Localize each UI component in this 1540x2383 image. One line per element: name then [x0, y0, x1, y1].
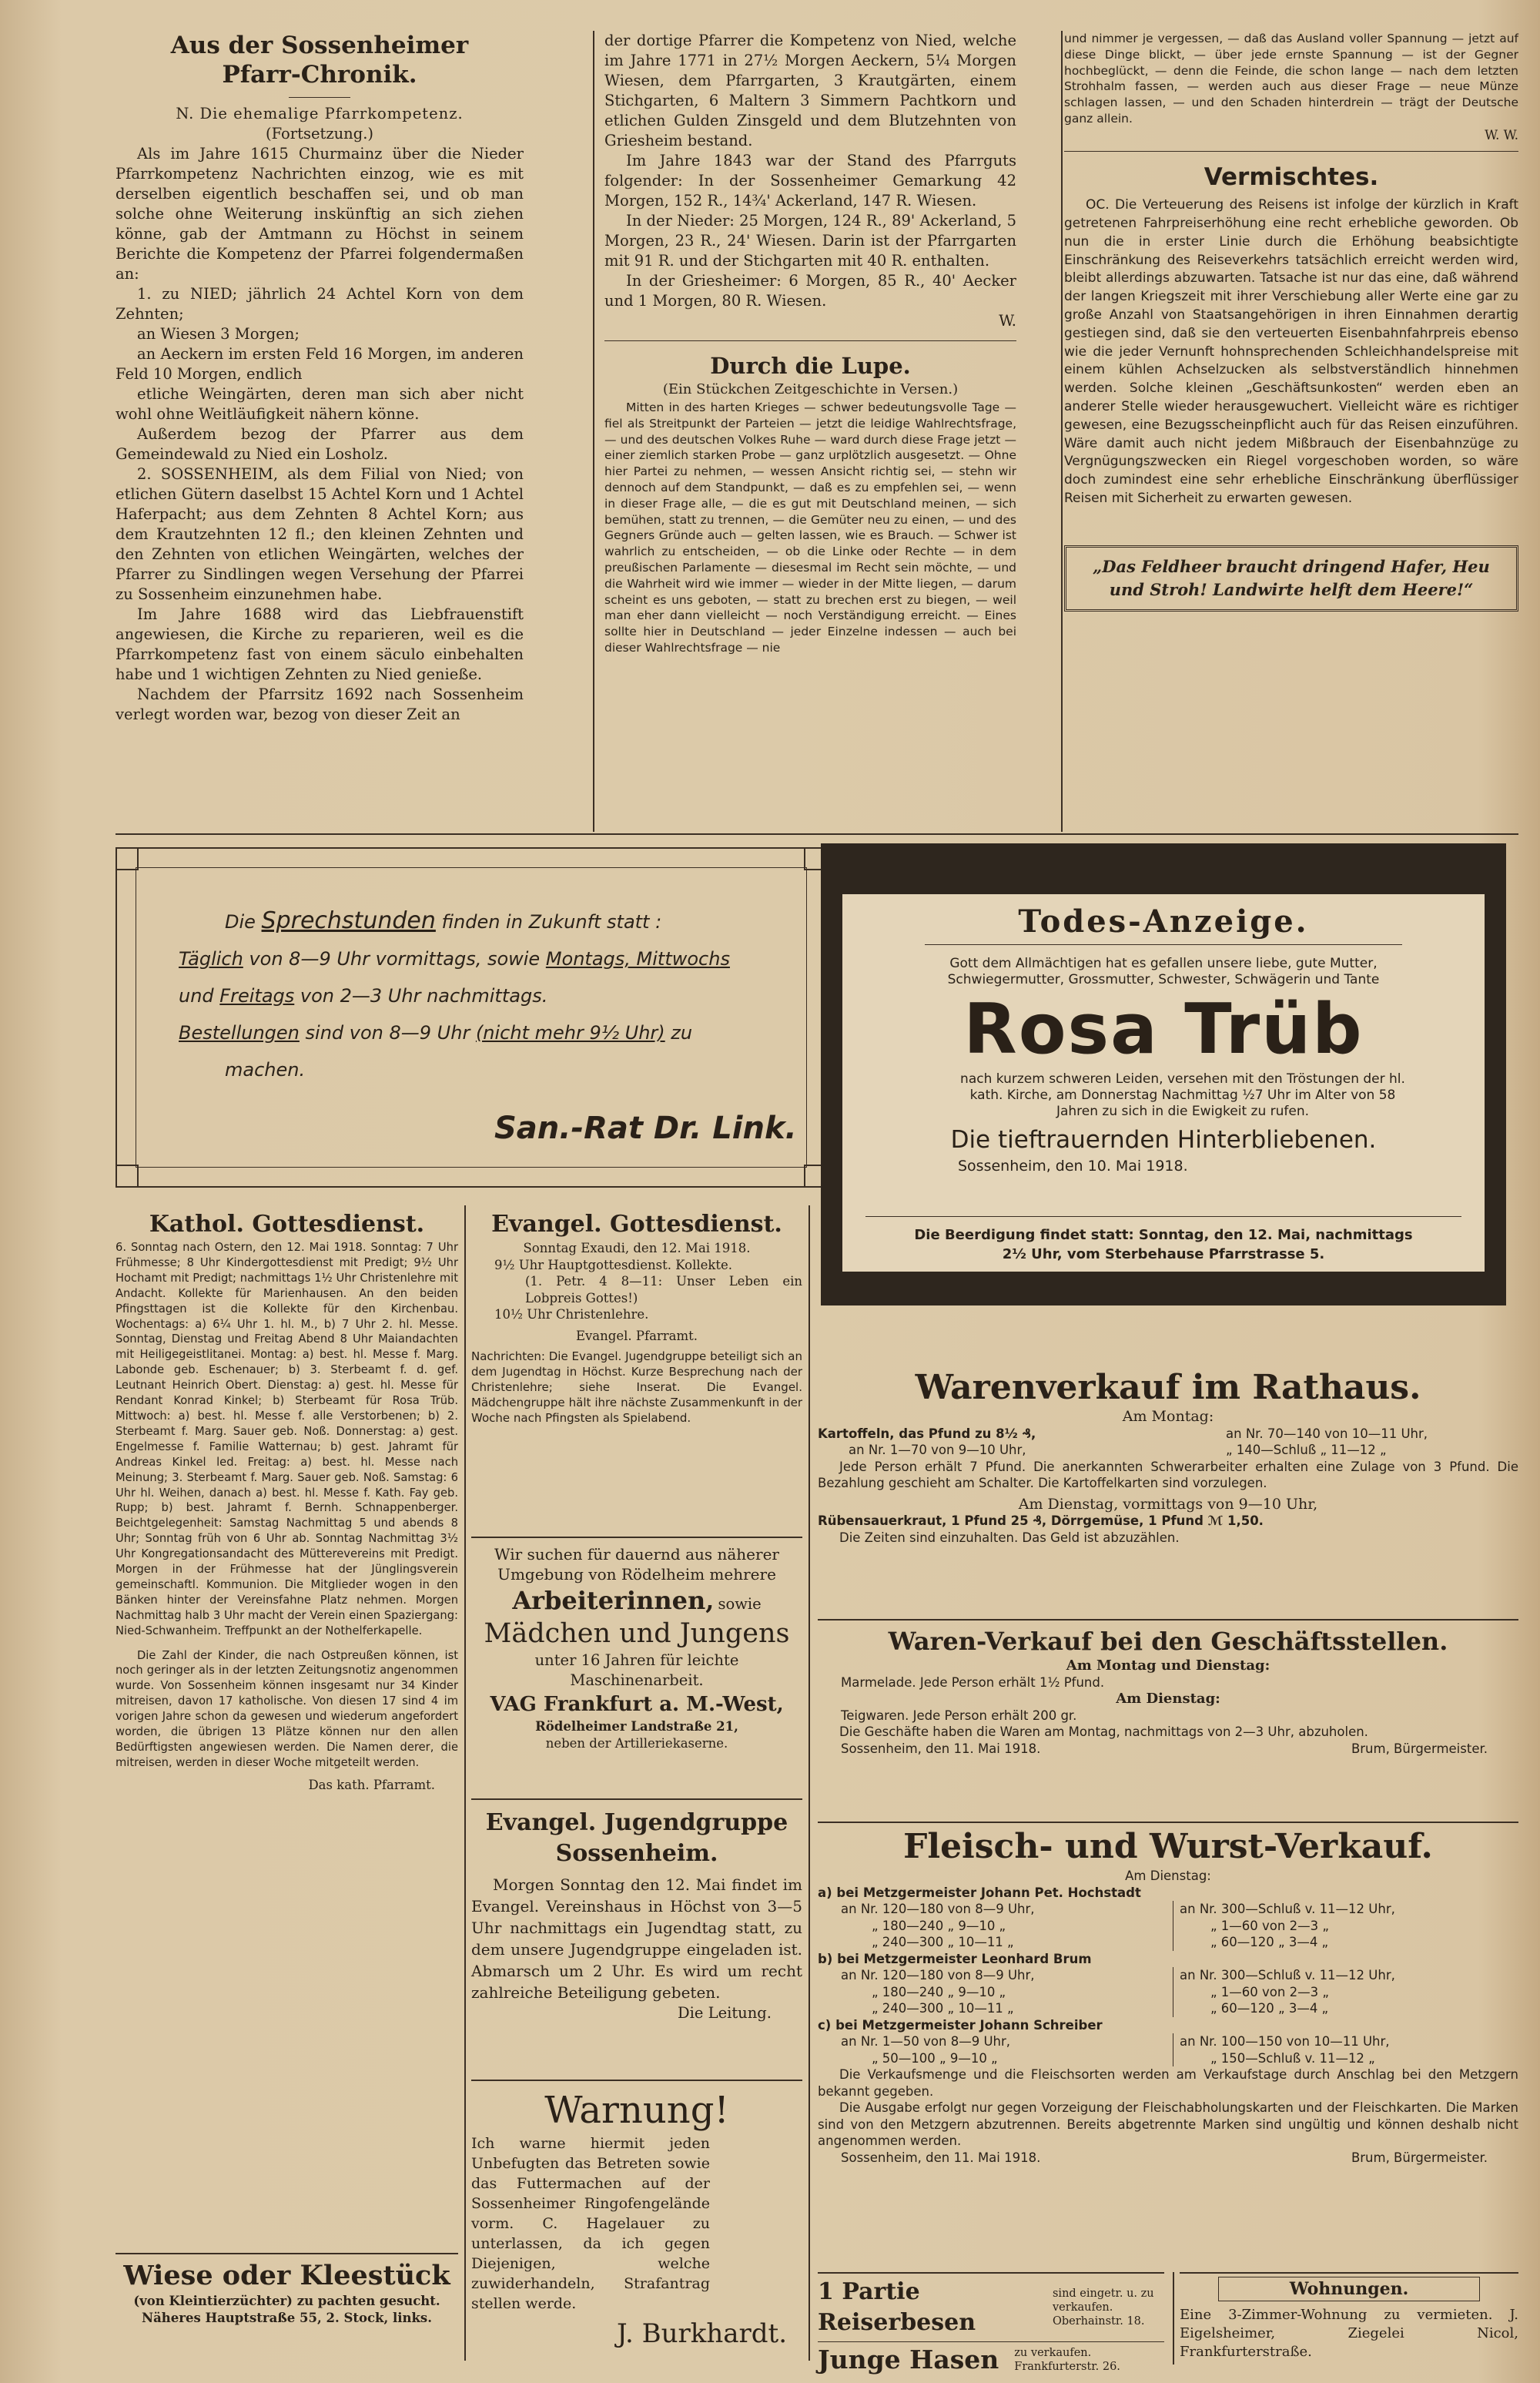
kartoffel-price: Kartoffeln, das Pfund zu 8½ ₰, — [818, 1426, 1036, 1441]
sprechstunden-line2: Täglich von 8—9 Uhr vormittags, sowie Montags, Mittwochs — [179, 948, 730, 970]
fleisch-metzger-c: c) bei Metzgermeister Johann Schreiber — [818, 2017, 1103, 2033]
sprechstunden-ad — [116, 847, 827, 1188]
chronik-p5: etliche Weingärten, deren man sich aber nicht wohl ohne Weitläufigkeit nähern könne. — [116, 385, 524, 423]
kartoffel-time-2: an Nr. 1—70 von 9—10 Uhr, — [849, 1443, 1026, 1457]
fleisch-b4: an Nr. 300—Schluß v. 11—12 Uhr, — [1180, 1968, 1395, 1982]
fleisch-title: Fleisch- und Wurst-Verkauf. — [903, 1827, 1433, 1866]
vag-l3: Mädchen und Jungens — [484, 1618, 790, 1649]
chronik-p8: Im Jahre 1688 wird das Liebfrauenstift angewiesen, die Kirche zu reparieren, weil es die Pfarrkompetenz fast von einem säculo einbehalten habe und 1 wichtigen Zehnten zu Nied genieße. — [116, 605, 524, 683]
evangel-gottesdienst — [471, 1209, 802, 1426]
chronik-p2: 1. zu NIED; jährlich 24 Achtel Korn von dem Zehnten; — [116, 285, 524, 323]
fleisch-c5: „ 150—Schluß v. 11—12 „ — [1210, 2050, 1375, 2066]
fleisch-b2: „ 180—240 „ 9—10 „ — [872, 1984, 1006, 1999]
slogan-text: „Das Feldheer braucht dringend Hafer, Heu und Stroh! Landwirte helft dem Heere!“ — [1093, 556, 1490, 599]
fleisch-b5: „ 1—60 von 2—3 „ — [1210, 1984, 1329, 1999]
warnung-title: Warnung! — [544, 2089, 729, 2132]
kartoffel-time-3: „ 140—Schluß „ 11—12 „ — [1226, 1443, 1387, 1457]
warnung-signature: J. Burkhardt. — [617, 2318, 787, 2349]
fleisch-a1: an Nr. 120—180 von 8—9 Uhr, — [841, 1902, 1035, 1916]
evangel-t3: 10½ Uhr Christenlehre. — [494, 1307, 649, 1322]
lupe-subtitle: (Ein Stückchen Zeitgeschichte in Versen.) — [662, 381, 959, 397]
vag-l7: neben der Artilleriekaserne. — [545, 1735, 728, 1751]
wiese-title: Wiese oder Kleestück — [123, 2260, 450, 2291]
vag-l2: Arbeiterinnen, sowie — [512, 1586, 762, 1615]
evangel-t2: (1. Petr. 4 8—11: Unser Leben ein Lobpreis Gottes!) — [525, 1274, 802, 1305]
fleisch-b1: an Nr. 120—180 von 8—9 Uhr, — [841, 1968, 1035, 1982]
evangel-t1: 9½ Uhr Hauptgottesdienst. Kollekte. — [494, 1257, 733, 1272]
chronik-p1: Als im Jahre 1615 Churmainz über die Nieder Pfarrkompetenz Nachrichten einzog, wie es mit derselben eigentlich beschaffen sei, und ob man solche ohne Weiterung inskünftig an sich ziehen könne, gab der Amtmann zu Höchst in seinem Berichte die Kompetenz der Pfarrei folgendermaßen an: — [116, 145, 524, 283]
chronik-signature: W. — [999, 312, 1016, 330]
chronik-p9: Nachdem der Pfarrsitz 1692 nach Sossenheim verlegt worden war, bezog von dieser Zeit an — [116, 685, 524, 723]
fleisch-a4: an Nr. 300—Schluß v. 11—12 Uhr, — [1180, 1902, 1395, 1916]
chronik-title: Aus der Sossenheimer Pfarr-Chronik. — [170, 32, 469, 89]
evangel-title: Evangel. Gottesdienst. — [491, 1211, 782, 1238]
column-divider — [808, 1205, 810, 2361]
chronik-article — [116, 31, 524, 725]
todes-anzeige — [821, 843, 1506, 1305]
fleisch-verkauf — [818, 1822, 1518, 2166]
chronik-p7: 2. SOSSENHEIM, als dem Filial von Nied; von etlichen Gütern daselbst 15 Achtel Korn und 1 Achtel Haferpacht; aus dem Zehnten 8 Achtel Korn; aus dem Krautzehnten 12 fl.; den kleinen Zehnten und den Zehnten von etlichen Weingärten, welches der Pfarrer zu Sindlingen wegen Versehung der Pfarrei zu Sossenheim einzunehmen habe. — [116, 465, 524, 603]
hasen-text: zu verkaufen. Frankfurterstr. 26. — [1014, 2347, 1120, 2373]
jugend-text: Morgen Sonntag den 12. Mai findet im Evangel. Vereinshaus in Höchst von 3—5 Uhr nachmittags ein Jugendtag statt, zu dem unsere Jugendgruppe eingeladen ist. Abmarsch um 2 Uhr. Es wird um recht zahlreiche Beteiligung gebeten. — [471, 1875, 802, 2002]
geschaeft-marmelade: Marmelade. Jede Person erhält 1½ Pfund. — [841, 1674, 1105, 1690]
jugend-signature: Die Leitung. — [678, 2004, 772, 2022]
vermischtes-text: OC. Die Verteuerung des Reisens ist infolge der kürzlich in Kraft getretenen Fahrpreiserhöhung eine recht erhebliche geworden. Ob nun die in erster Linie durch die Erhöhung beabsichtigte Einschränkung des Reiseverkehrs tatsächlich erreicht werden wird, bleibt allerdings abzuwarten. Tatsache ist nur das eine, daß während der langen Kriegszeit mit ihrer Verschiebung aller Werte eine gar zu große Anzahl von Staatsangehörigen in ihren Einnahmen derartig gestiegen sind, daß sie den verteuerten Eisenbahnfahrpreis ebenso wie die jeder Vernunft hohnsprechenden Schleichhandelspreise mit einem kühlen Achselzucken als selbstverständlich hinnehmen werden. Solche kleinen „Geschäftsunkosten“ werden eben an anderer Stelle wieder herausgewuchert. Vielleicht wäre es richtiger gewesen, eine Bezugsscheinpflicht auch für das Reisen einzuführen. Wäre damit auch nicht jedem Mißbrauch der Eisenbahnzüge zu Vergnügungszwecken ein Riegel vorgeschoben worden, so wäre doch zumindest eine sehr erhebliche Einschränkung überflüssiger Reisen mit Sicherheit zu erwarten gewesen. — [1064, 197, 1518, 507]
reiser-text: sind eingetr. u. zu verkaufen. Oberhainstr. 18. — [1052, 2287, 1154, 2328]
fleisch-metzger-b: b) bei Metzgermeister Leonhard Brum — [818, 1951, 1092, 1966]
chronik-p3: an Wiesen 3 Morgen; — [137, 325, 300, 343]
vag-l6: Rödelheimer Landstraße 21, — [535, 1719, 738, 1734]
kathol-text2: Die Zahl der Kinder, die nach Ostpreußen können, ist noch geringer als in der letzten Zeitungsnotiz angenommen wurde. Von Sossenheim können insgesamt nur 34 Kinder mitreisen, davon 17 katholische. Von diesen 17 sind 4 im vorigen Jahre schon da gewesen und wiederum angefordert worden, die übrigen 13 Plätze können nur den allen Bedürftigsten angewiesen werden. Die Namen derer, die mitreisen, werden in dieser Woche mitgeteilt werden. — [116, 1648, 458, 1769]
column-divider — [593, 31, 594, 832]
hasen-title: Junge Hasen — [818, 2344, 999, 2375]
kathol-text: 6. Sonntag nach Ostern, den 12. Mai 1918. Sonntag: 7 Uhr Frühmesse; 8 Uhr Kindergottesdienst mit Predigt; 9½ Uhr Hochamt mit Predigt; nachmittags 1½ Uhr Christenlehre mit Andacht. Kollekte für Marienhausen. An den beiden Pfingsttagen ist die Kollekte für den Kirchenbau. Wochentags: a) 6¼ Uhr 1. hl. M., b) 7 Uhr 2. hl. Messe. Sonntag, Dienstag und Freitag Abend 8 Uhr Maiandachten mit Heiligegeistlitanei. Montag: a) best. hl. Messe f. Marg. Labonde geb. Eschenauer; b) 3. Sterbeamt f. d. gef. Leutnant Heinrich Obert. Dienstag: a) gest. hl. Messe für Rendant Konrad Kinkel; b) Sterbeamt für Rosa Trüb. Mittwoch: a) best. hl. Messe f. alle Verstorbenen; b) 2. Sterbeamt f. Marg. Sauer geb. Noß. Donnerstag: a) gest. Engelmesse f. Familie Watternau; b) gest. Jahramt für Andreas Kinkel led. Freitag: a) best. hl. Messe nach Meinung; 3. Sterbeamt f. Marg. Sauer geb. Noß. Samstag: 6 Uhr hl. Weihen, danach a) best. hl. Messe f. Kath. Fay geb. Rupp; b) best. Jahramt f. Bernh. Schnappenberger. Beichtgelegenheit: Samstag Nachmittag 5 und abends 8 Uhr; Sonntag früh von 6 Uhr ab. Sonntag Nachmittag 3½ Uhr Kongregationsandacht des Mütterevereins mit Predigt. Morgen in der Frühmesse hat der Jünglingsverein gemeinschaftl. Kommunion. Die Mitglieder wogen in den Bänken hinter der Vereinsfahne Platz nehmen. Morgen Nachmittag halb 3 Uhr macht der Verein einen Spaziergang: Nied-Schwanheim. Treffpunkt an der Nothelferkapelle. — [116, 1241, 458, 1637]
wohnung-text: Eine 3-Zimmer-Wohnung zu vermieten. J. Eigelsheimer, Ziegelei Nicol, Frankfurterstraße. — [1180, 2307, 1518, 2360]
wohnung-title: Wohnungen. — [1218, 2277, 1480, 2301]
geschaeft-sub: Am Montag und Dienstag: — [1066, 1657, 1270, 1674]
lupe-c3text: und nimmer je vergessen, — daß das Ausland voller Spannung — jetzt auf diese Dinge blickt, — über jede ernste Spannung — ist der Gegner hochbeglückt, — denn die Feinde, die schon lange — nach dem letzten Strohhalm fassen, — werden auch aus dieser Frage — neue Münze schlagen lassen, — und den Schaden hinterdrein — trägt der Deutsche ganz allein. — [1064, 32, 1518, 126]
todes-intro: Gott dem Allmächtigen hat es gefallen unsere liebe, gute Mutter, Schwiegermutter, Grossmutter, Schwester, Schwägerin und Tante — [947, 956, 1380, 987]
warenverkauf-rathaus — [818, 1367, 1518, 1546]
fleisch-b6: „ 60—120 „ 3—4 „ — [1210, 2001, 1329, 2016]
warenverkauf-note: Die Zeiten sind einzuhalten. Das Geld ist abzuzählen. — [839, 1530, 1180, 1545]
chronik-continued — [604, 31, 1016, 656]
sprechstunden-line1: Die Sprechstunden finden in Zukunft statt : — [225, 907, 662, 934]
evangel-nachrichten: Nachrichten: Die Evangel. Jugendgruppe beteiligt sich an dem Jugendtag in Höchst. Kurze Besprechung nach der Christenlehre; siehe Inserat. Die Evangel. Mädchengruppe hält ihre nächste Zusammenkunft in der Woche nach Pfingsten als Spielabend. — [471, 1349, 802, 1425]
sauerkraut-line: Rübensauerkraut, 1 Pfund 25 ₰, Dörrgemüse, 1 Pfund ℳ 1,50. — [818, 1513, 1264, 1528]
kartoffel-time-1: an Nr. 70—140 von 10—11 Uhr, — [1226, 1426, 1428, 1441]
todes-burial: Die Beerdigung findet statt: Sonntag, den 12. Mai, nachmittags 2½ Uhr, vom Sterbehause Pfarrstrasse 5. — [914, 1227, 1413, 1262]
sprechstunden-line3: und Freitags von 2—3 Uhr nachmittags. — [179, 985, 548, 1007]
chronik-cont: (Fortsetzung.) — [265, 125, 374, 142]
geschaeft-date: Sossenheim, den 11. Mai 1918. — [841, 1741, 1041, 1756]
geschaeft-note: Die Geschäfte haben die Waren am Montag, nachmittags von 2—3 Uhr, abzuholen. — [839, 1724, 1368, 1739]
jugend-title: Evangel. Jugendgruppe Sossenheim. — [485, 1809, 788, 1867]
vag-l5: VAG Frankfurt a. M.-West, — [490, 1693, 784, 1716]
sprechstunden-line5: machen. — [225, 1059, 306, 1081]
todes-mourn: Die tieftrauernden Hinterbliebenen. — [950, 1126, 1377, 1154]
kathol-title: Kathol. Gottesdienst. — [149, 1211, 425, 1238]
todes-text: nach kurzem schweren Leiden, versehen mit den Tröstungen der hl. kath. Kirche, am Donnerstag Nachmittag ½7 Uhr im Alter von 58 Jahren zu sich in die Ewigkeit zu rufen. — [960, 1071, 1405, 1119]
section-divider — [116, 833, 1518, 835]
fleisch-sub: Am Dienstag: — [1125, 1869, 1211, 1883]
wohnungen-ad — [1180, 2272, 1518, 2361]
kathol-signature: Das kath. Pfarramt. — [308, 1777, 435, 1792]
wiese-ad — [116, 2253, 458, 2326]
chronik-c2p1: der dortige Pfarrer die Kompetenz von Nied, welche im Jahre 1771 in 27½ Morgen Aeckern, 5¼ Morgen Wiesen, dem Pfarrgarten, 3 Krautgärten, einem Stichgarten, 6 Maltern 3 Simmern Pachtkorn und etlichen Gulden Zinsgeld und dem Blutzehnten von Griesheim bestand. — [604, 32, 1016, 149]
sprechstunden-line4: Bestellungen sind von 8—9 Uhr (nicht mehr 9½ Uhr) zu — [179, 1022, 693, 1044]
slogan-box — [1064, 545, 1518, 612]
vag-l4: unter 16 Jahren für leichte Maschinenarbeit. — [534, 1651, 739, 1689]
lupe-signature: W. W. — [1485, 127, 1518, 142]
geschaeft-sub2: Am Dienstag: — [1116, 1691, 1220, 1707]
reiserbesen-ad — [818, 2272, 1164, 2378]
fleisch-a3: „ 240—300 „ 10—11 „ — [872, 1935, 1014, 1949]
warenverkauf-geschaeft — [818, 1619, 1518, 1757]
warnung-ad — [471, 2080, 802, 2351]
geschaeft-teigwaren: Teigwaren. Jede Person erhält 200 gr. — [841, 1708, 1077, 1723]
lupe-title: Durch die Lupe. — [710, 353, 911, 379]
chronik-p6: Außerdem bezog der Pfarrer aus dem Gemeindewald zu Nied ein Losholz. — [116, 425, 524, 463]
wiese-line2: Näheres Hauptstraße 55, 2. Stock, links. — [142, 2310, 432, 2325]
chronik-c2p4: In der Griesheimer: 6 Morgen, 85 R., 40' Aecker und 1 Morgen, 80 R. Wiesen. — [604, 272, 1016, 310]
sprechstunden-signature: San.-Rat Dr. Link. — [494, 1111, 797, 1146]
fleisch-t2: Die Ausgabe erfolgt nur gegen Vorzeigung der Fleischabholungskarten und der Fleischkarten. Die Marken sind von den Metzgern abzutrennen. Bereits abgetrennte Marken sind ungültig und können deshalb nicht angenommen werden. — [818, 2100, 1518, 2148]
fleisch-date: Sossenheim, den 11. Mai 1918. — [841, 2150, 1041, 2165]
reiser-title: 1 Partie Reiserbesen — [818, 2278, 976, 2336]
geschaeft-signature: Brum, Bürgermeister. — [1351, 1741, 1488, 1756]
warenverkauf-title: Warenverkauf im Rathaus. — [915, 1368, 1421, 1407]
warnung-text: Ich warne hiermit jeden Unbefugten das Betreten sowie das Futtermachen auf der Sossenheimer Ringofengelände vorm. C. Hagelauer zu unterlassen, da ich gegen Diejenigen, welche zuwiderhandeln, Strafantrag stellen werde. — [471, 2135, 710, 2312]
vag-l1: Wir suchen für dauernd aus näherer Umgebung von Rödelheim mehrere — [494, 1545, 779, 1584]
geschaeft-title: Waren-Verkauf bei den Geschäftsstellen. — [888, 1627, 1448, 1656]
kartoffel-note: Jede Person erhält 7 Pfund. Die anerkannten Schwerarbeiter erhalten eine Zulage von 3 Pfund. Die Bezahlung geschieht am Schalter. Die Kartoffelkarten sind vorzulegen. — [818, 1459, 1518, 1490]
todes-place: Sossenheim, den 10. Mai 1918. — [958, 1158, 1188, 1175]
lupe-text: Mitten in des harten Krieges — schwer bedeutungsvolle Tage — fiel als Streitpunkt der Parteien — jetzt die leidige Wahlrechtsfrage, — und des deutschen Volkes Ruhe — ward durch diese Frage jetzt — einer ziemlich starken Probe — ganz urplötzlich ausgesetzt. — Ohne hier Partei zu nehmen, — wessen Ansicht richtig sei, — stehn wir dennoch auf dem Standpunkt, — daß es zu empfehlen sei, — wenn in dieser Frage alle, — die es gut mit Deutschland meinen, — sich bemühen, statt zu trennen, — die Gemüter neu zu einen, — und des Gegners Gründe auch — gelten lassen, wie es Brauch. — Schwer ist wahrlich zu entscheiden, — ob die Linke oder Rechte — in dem preußischen Parlamente — diesesmal im Recht sein möchte, — und die Wahrheit wird wie immer — wieder in der Mitte liegen, — darum scheint es uns geboten, — statt zu brechen erst zu biegen, — weil man eher dann vielleicht — noch Verständigung erreicht. — Eines sollte hier in Deutschland — jeder Einzelne indessen — auch bei dieser Wahlrechtsfrage — nie — [604, 401, 1016, 655]
warenverkauf-montag: Am Montag: — [1122, 1408, 1214, 1425]
lupe-continued — [1064, 31, 1518, 612]
vag-ad — [471, 1537, 802, 1751]
vermischtes-title: Vermischtes. — [1204, 163, 1379, 192]
chronik-c2p2: Im Jahre 1843 war der Stand des Pfarrguts folgender: In der Sossenheimer Gemarkung 42 Morgen, 152 R., 14¾' Ackerland, 147 R. Wiesen. — [604, 152, 1016, 209]
fleisch-metzger-a: a) bei Metzgermeister Johann Pet. Hochstadt — [818, 1885, 1141, 1900]
ornament-corner-icon — [116, 1165, 139, 1188]
wiese-line1: (von Kleintierzüchter) zu pachten gesucht. — [133, 2294, 440, 2308]
todes-title: Todes-Anzeige. — [1018, 903, 1309, 940]
todes-name: Rosa Trüb — [963, 989, 1364, 1070]
chronik-p4: an Aeckern im ersten Feld 16 Morgen, im anderen Feld 10 Morgen, endlich — [116, 345, 524, 383]
chronik-subtitle: N. Die ehemalige Pfarrkompetenz. — [176, 105, 464, 122]
fleisch-c4: an Nr. 100—150 von 10—11 Uhr, — [1180, 2034, 1390, 2049]
evangel-date: Sonntag Exaudi, den 12. Mai 1918. — [523, 1241, 751, 1255]
chronik-c2p3: In der Nieder: 25 Morgen, 124 R., 89' Ackerland, 5 Morgen, 23 R., 24' Wiesen. Darin ist der Pfarrgarten mit 91 R. und der Stichgarten mit 40 R. enthalten. — [604, 212, 1016, 270]
dienstag-time: Am Dienstag, vormittags von 9—10 Uhr, — [1018, 1495, 1318, 1513]
fleisch-a6: „ 60—120 „ 3—4 „ — [1210, 1935, 1329, 1949]
fleisch-c1: an Nr. 1—50 von 8—9 Uhr, — [841, 2034, 1011, 2049]
fleisch-c2: „ 50—100 „ 9—10 „ — [872, 2050, 998, 2066]
fleisch-t1: Die Verkaufsmenge und die Fleischsorten werden am Verkaufstage durch Anschlag bei den Metzgern bekannt gegeben. — [818, 2067, 1518, 2099]
fleisch-a2: „ 180—240 „ 9—10 „ — [872, 1918, 1006, 1933]
column-divider — [1173, 2272, 1174, 2365]
column-divider — [1061, 31, 1063, 832]
kathol-gottesdienst — [116, 1209, 458, 1793]
evangel-pfarramt: Evangel. Pfarramt. — [575, 1328, 698, 1343]
column-divider — [464, 1205, 466, 2361]
fleisch-signature: Brum, Bürgermeister. — [1351, 2150, 1488, 2165]
fleisch-b3: „ 240—300 „ 10—11 „ — [872, 2001, 1014, 2016]
fleisch-a5: „ 1—60 von 2—3 „ — [1210, 1918, 1329, 1933]
jugendgruppe-ad — [471, 1798, 802, 2023]
